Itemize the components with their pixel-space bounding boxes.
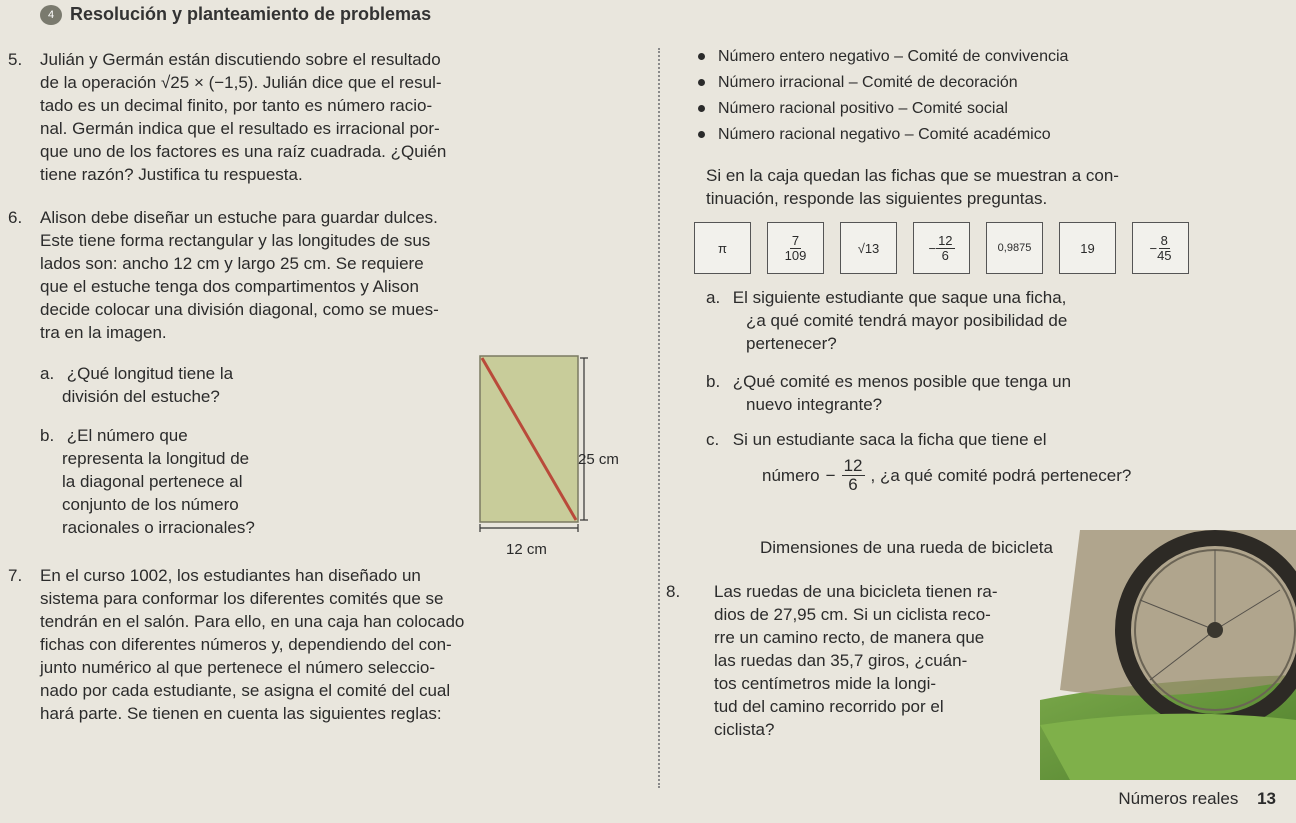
text-line: rre un camino recto, de manera que [714,628,985,647]
item-label: b. [40,426,55,445]
width-label: 12 cm [506,541,547,558]
text-line: ¿El número que [66,426,188,445]
question-number: 8. [666,582,681,601]
question-7 [8,564,648,725]
card-value: √13 [857,240,880,256]
text-line: que uno de los factores es una raíz cuadrada. ¿Quién [40,142,447,161]
text-line: nal. Germán indica que el resultado es irracional por- [40,119,440,138]
text-line: decide colocar una división diagonal, como se mues- [40,300,439,319]
text-line: tos centímetros mide la longi- [714,674,937,693]
denominator: 45 [1157,247,1172,263]
text-line: racionales o irracionales? [62,518,255,537]
cards-intro [706,164,1266,210]
text-line: división del estuche? [62,387,220,406]
page-number: 13 [1257,789,1276,808]
text-line: nuevo integrante? [746,395,883,414]
column-divider [658,48,660,788]
question-7a [706,286,1266,355]
numerator: 7 [791,232,800,248]
text-line: hará parte. Se tienen en cuenta las siguientes reglas: [40,704,442,723]
text-line: nado por cada estudiante, se asigna el comité del cual [40,681,451,700]
card-negative-fraction [1132,222,1189,274]
text-line: ¿a qué comité tendrá mayor posibilidad de [746,311,1068,330]
text-line: tra en la imagen. [40,323,167,342]
case-figure [420,350,640,560]
committee-rules [692,44,1252,148]
denominator: 6 [848,474,858,494]
text-line: fichas con diferentes números y, dependiendo del con- [40,635,452,654]
text-line: lados son: ancho 12 cm y largo 25 cm. Se requiere [40,254,424,273]
text-line: junto numérico al que pertenece el número seleccio- [40,658,436,677]
question-number: 6. [8,208,23,227]
question-8 [666,580,1086,741]
text-line: ¿Qué longitud tiene la [66,364,234,383]
text-line: Las ruedas de una bicicleta tienen ra- [714,582,998,601]
question-6b [40,424,360,539]
question-6 [8,206,648,344]
section-title: Resolución y planteamiento de problemas [70,4,432,24]
text-line: conjunto de los número [62,495,239,514]
text-line [706,457,1266,494]
item-label: b. [706,372,721,391]
footer-section: Números reales [1118,789,1239,808]
numerator: 12 [843,456,863,475]
text-line: tud del camino recorrido por el [714,697,944,716]
numerator: 12 [938,232,953,248]
section-header [40,4,431,25]
question-7c [706,428,1266,494]
text-line: En el curso 1002, los estudiantes han diseñado un [40,566,421,585]
text-line: sistema para conformar los diferentes comités que se [40,589,444,608]
text-line: las ruedas dan 35,7 giros, ¿cuán- [714,651,968,670]
page-footer [1118,789,1276,809]
text-line: tiene razón? Justifica tu respuesta. [40,165,303,184]
text-line: ciclista? [714,720,775,739]
wheel-caption: Dimensiones de una rueda de bicicleta [760,538,1053,557]
denominator: 109 [784,247,807,263]
text-line: representa la longitud de [62,449,250,468]
card-decimal [986,222,1043,274]
card-fraction [767,222,824,274]
card-value: 0,9875 [997,242,1032,254]
minus-sign: − [928,240,937,256]
numerator: 8 [1160,232,1168,248]
text-line: tinuación, responde las siguientes preguntas. [706,189,1048,208]
height-label: 25 cm [578,451,619,468]
text-line: ¿Qué comité es menos posible que tenga un [732,372,1072,391]
section-badge-icon: 4 [40,5,62,25]
fraction [936,234,954,262]
card-pi [694,222,751,274]
text-line: Alison debe diseñar un estuche para guardar dulces. [40,208,438,227]
fraction [1157,234,1171,262]
rule-item: Número irracional – Comité de decoración [692,70,1252,96]
denominator: 6 [941,247,949,263]
text-line: de la operación √25 × (−1,5). Julián dice que el resul- [40,73,442,92]
item-label: c. [706,430,720,449]
question-7b [706,370,1266,416]
text-line: Si un estudiante saca la ficha que tiene el [732,430,1047,449]
card-negative-fraction [913,222,970,274]
text-line: que el estuche tenga dos compartimentos y Alison [40,277,419,296]
fraction [842,457,865,494]
fraction [785,234,807,262]
card-value: 19 [1080,240,1095,256]
text-fragment: número [762,465,820,485]
text-line: dios de 27,95 cm. Si un ciclista reco- [714,605,991,624]
minus-sign: − [825,465,836,485]
card-sqrt [840,222,897,274]
text-line: El siguiente estudiante que saque una ficha, [732,288,1067,307]
item-label: a. [706,288,721,307]
question-5 [8,48,648,186]
rule-item: Número racional negativo – Comité académico [692,122,1252,148]
text-line: Si en la caja quedan las fichas que se muestran a con- [706,166,1119,185]
text-line: tado es un decimal finito, por tanto es número racio- [40,96,433,115]
text-line: tendrán en el salón. Para ello, en una caja han colocado [40,612,465,631]
question-number: 5. [8,50,23,69]
text-line: Julián y Germán están discutiendo sobre el resultado [40,50,441,69]
question-number: 7. [8,566,23,585]
rule-item: Número entero negativo – Comité de convivencia [692,44,1252,70]
text-line: la diagonal pertenece al [62,472,243,491]
minus-sign: − [1149,240,1158,256]
text-line: pertenecer? [746,334,837,353]
number-cards [694,222,1189,274]
item-label: a. [40,364,55,383]
rule-item: Número racional positivo – Comité social [692,96,1252,122]
question-6a [40,362,360,408]
text-fragment: , ¿a qué comité podrá pertenecer? [870,465,1132,485]
text-line: Este tiene forma rectangular y las longitudes de sus [40,231,431,250]
card-integer [1059,222,1116,274]
card-value: π [718,240,727,256]
